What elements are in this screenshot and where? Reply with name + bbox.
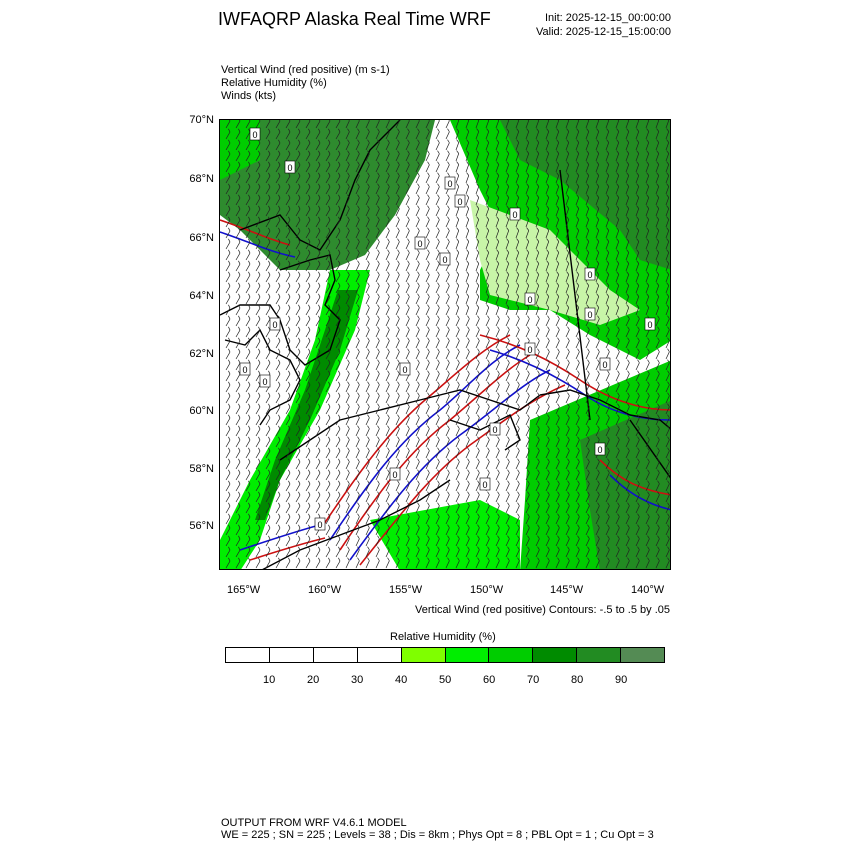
lon-label-165: 165°W	[227, 584, 261, 596]
lon-label-155: 155°W	[389, 584, 423, 596]
lon-label-145: 145°W	[550, 584, 584, 596]
colorbar-label: 20	[307, 674, 320, 686]
colorbar-swatch-0	[226, 648, 270, 662]
contour-label: 0	[287, 163, 293, 173]
colorbar-label: 70	[527, 674, 540, 686]
colorbar-swatch-7	[533, 648, 577, 662]
colorbar-swatch-1	[270, 648, 314, 662]
contour-note: Vertical Wind (red positive) Contours: -.5 to .5 by .05	[415, 604, 670, 616]
footer-model: OUTPUT FROM WRF V4.6.1 MODEL	[221, 817, 407, 829]
contour-label: 0	[492, 425, 498, 435]
colorbar-label: 90	[615, 674, 628, 686]
contour-label: 0	[482, 480, 488, 490]
colorbar-swatch-3	[358, 648, 402, 662]
colorbar-title: Relative Humidity (%)	[390, 631, 496, 643]
init-time: Init: 2025-12-15_00:00:00	[545, 12, 671, 24]
contour-label: 0	[262, 377, 268, 387]
lat-label-60: 60°N	[189, 405, 214, 417]
colorbar-label: 60	[483, 674, 496, 686]
colorbar-swatch-6	[489, 648, 533, 662]
contour-label: 0	[272, 320, 278, 330]
lat-label-66: 66°N	[189, 232, 214, 244]
contour-label: 0	[527, 295, 533, 305]
colorbar-label: 40	[395, 674, 408, 686]
contour-label: 0	[587, 310, 593, 320]
map-plot	[220, 120, 671, 570]
contour-label: 0	[647, 320, 653, 330]
footer-config: WE = 225 ; SN = 225 ; Levels = 38 ; Dis = 8km ; Phys Opt = 8 ; PBL Opt = 1 ; Cu Opt = 3	[221, 829, 654, 841]
colorbar-label: 30	[351, 674, 364, 686]
contour-label: 0	[402, 365, 408, 375]
colorbar-swatch-2	[314, 648, 358, 662]
contour-label: 0	[597, 445, 603, 455]
colorbar-swatch-8	[577, 648, 621, 662]
colorbar	[225, 647, 665, 663]
contour-label: 0	[317, 520, 323, 530]
page-title: IWFAQRP Alaska Real Time WRF	[218, 9, 491, 29]
valid-time: Valid: 2025-12-15_15:00:00	[536, 26, 671, 38]
colorbar-swatch-4	[402, 648, 446, 662]
contour-label: 0	[442, 255, 448, 265]
lat-label-56: 56°N	[189, 520, 214, 532]
colorbar-label: 10	[263, 674, 276, 686]
colorbar-swatch-9	[621, 648, 664, 662]
lat-label-64: 64°N	[189, 290, 214, 302]
contour-label: 0	[417, 239, 423, 249]
contour-label: 0	[252, 130, 258, 140]
contour-label: 0	[602, 360, 608, 370]
contour-label: 0	[242, 365, 248, 375]
colorbar-label: 80	[571, 674, 584, 686]
contour-label: 0	[447, 179, 453, 189]
map-panel	[219, 119, 671, 570]
lat-label-70: 70°N	[189, 114, 214, 126]
lat-label-62: 62°N	[189, 348, 214, 360]
contour-label: 0	[392, 470, 398, 480]
lat-label-58: 58°N	[189, 463, 214, 475]
lon-label-150: 150°W	[470, 584, 504, 596]
lon-label-160: 160°W	[308, 584, 342, 596]
lat-label-68: 68°N	[189, 173, 214, 185]
variable-winds: Winds (kts)	[221, 90, 276, 102]
contour-label: 0	[587, 270, 593, 280]
contour-label: 0	[527, 345, 533, 355]
contour-label: 0	[457, 197, 463, 207]
contour-label: 0	[512, 210, 518, 220]
colorbar-swatch-5	[446, 648, 490, 662]
variable-relative-humidity: Relative Humidity (%)	[221, 77, 327, 89]
lon-label-140: 140°W	[631, 584, 665, 596]
variable-vertical-wind: Vertical Wind (red positive) (m s-1)	[221, 64, 390, 76]
colorbar-label: 50	[439, 674, 452, 686]
